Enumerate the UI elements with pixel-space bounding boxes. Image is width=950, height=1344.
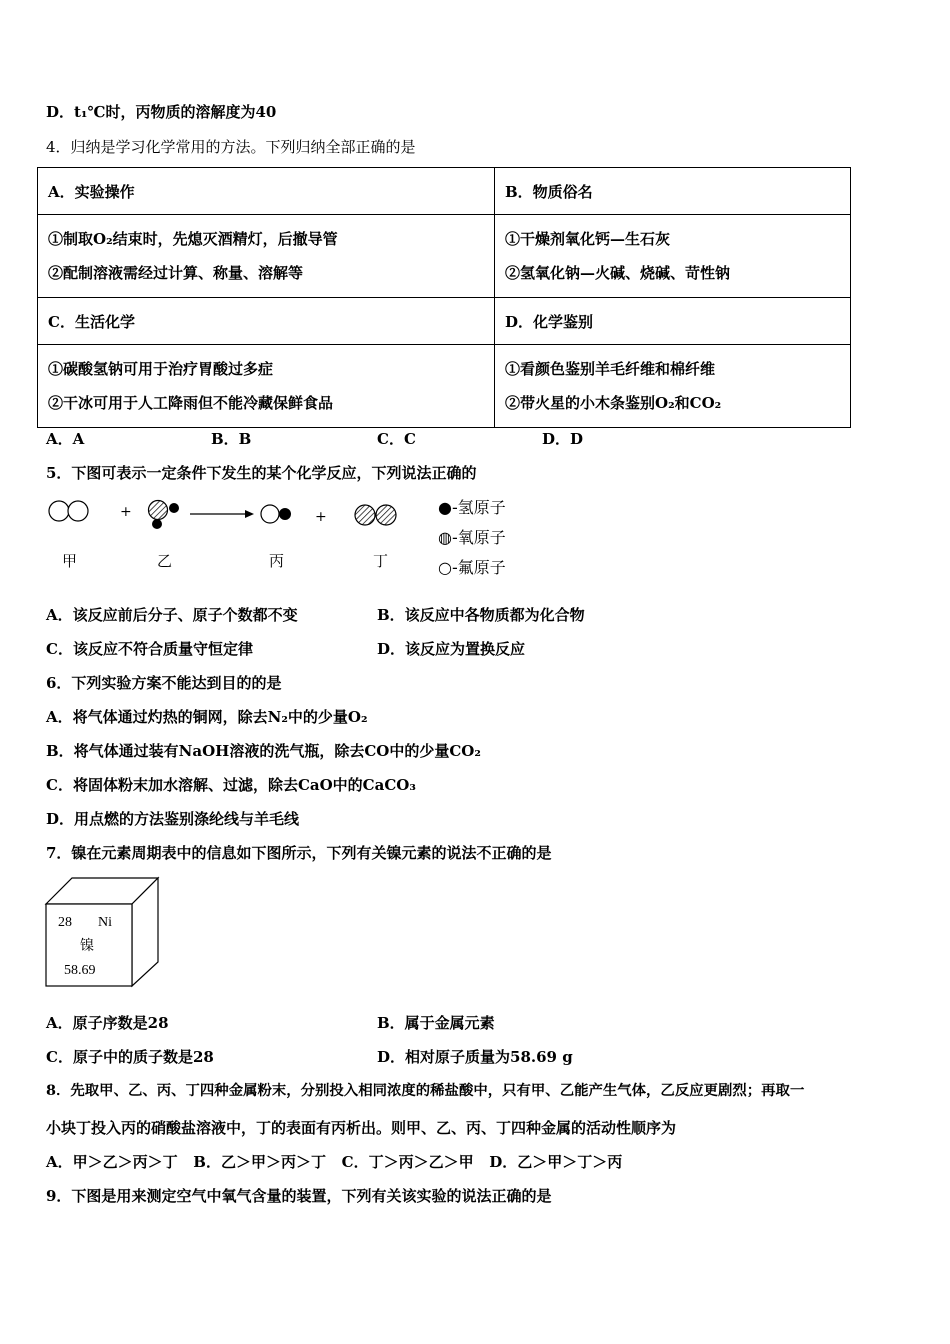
q7-option-a: A．原子序数是28 [46,1014,169,1032]
q6-option-a: A．将气体通过灼热的铜网，除去N₂中的少量O₂ [46,708,368,726]
q7-stem: 7．镍在元素周期表中的信息如下图所示，下列有关镍元素的说法不正确的是 [46,844,552,862]
q4-b2: ②氢氧化钠—火碱、烧碱、苛性钠 [505,264,731,282]
q4-cell-d-body [495,345,851,428]
element-number: 28 [58,915,72,930]
q4-c1: ①碳酸氢钠可用于治疗胃酸过多症 [48,360,274,378]
q4-cell-b-body [495,215,851,298]
q4-option-c: C．C [377,430,416,448]
legend-hydrogen: ●-氢原子 [438,498,506,517]
q4-cell-b-head: B．物质俗名 [495,168,851,215]
nickel-element-card [44,876,160,988]
q7-option-b: B．属于金属元素 [377,1014,495,1032]
q4-d1: ①看颜色鉴别羊毛纤维和棉纤维 [505,360,716,378]
q4-cell-a-head: A．实验操作 [38,168,495,215]
q4-a1: ①制取O₂结束时，先熄灭酒精灯，后撤导管 [48,230,338,248]
q7-option-d: D．相对原子质量为58.69 g [377,1048,573,1066]
q4-cell-c-head: C．生活化学 [38,298,495,345]
molecule-bing [261,505,291,523]
q6-option-c: C．将固体粉末加水溶解、过滤，除去CaO中的CaCO₃ [46,776,416,794]
element-name: 镍 [80,938,94,954]
q6-option-d: D．用点燃的方法鉴别涤纶线与羊毛线 [46,810,300,828]
q3-option-d: D．t₁℃时，丙物质的溶解度为40 [46,103,277,121]
q7-option-c: C．原子中的质子数是28 [46,1048,214,1066]
label-jia: 甲 [62,552,78,570]
q9-stem: 9．下图是用来测定空气中氧气含量的装置，下列有关该实验的说法正确的是 [46,1187,552,1205]
element-symbol: Ni [98,915,112,930]
plus-sign-1: + [120,504,132,520]
q4-c2: ②干冰可用于人工降雨但不能冷藏保鲜食品 [48,394,334,412]
legend-oxygen: ◍-氧原子 [438,528,506,547]
q8-stem-line1: 8．先取甲、乙、丙、丁四种金属粉末，分别投入相同浓度的稀盐酸中，只有甲、乙能产生气体，乙反应更剧烈；再取一 [46,1082,805,1099]
q4-table [37,167,851,428]
q4-b1: ①干燥剂氧化钙—生石灰 [505,230,671,248]
q5-option-a: A．该反应前后分子、原子个数都不变 [46,606,298,624]
q4-option-d: D．D [542,430,584,448]
legend-fluorine: ○-氟原子 [438,558,506,577]
q6-stem: 6．下列实验方案不能达到目的的是 [46,674,282,692]
q8-options: A．甲＞乙＞丙＞丁 B．乙＞甲＞丙＞丁 C．丁＞丙＞乙＞甲 D．乙＞甲＞丁＞丙 [46,1153,623,1171]
plus-sign-2: + [315,509,327,525]
molecule-yi [149,501,180,530]
q5-option-b: B．该反应中各物质都为化合物 [377,606,585,624]
q5-option-d: D．该反应为置换反应 [377,640,526,658]
atom-legend [438,495,506,585]
q4-cell-c-body [38,345,495,428]
molecule-jia [49,501,88,521]
molecule-ding [355,505,396,525]
q5-option-c: C．该反应不符合质量守恒定律 [46,640,253,658]
q4-cell-d-head: D．化学鉴别 [495,298,851,345]
q8-stem-line2: 小块丁投入丙的硝酸盐溶液中，丁的表面有丙析出。则甲、乙、丙、丁四种金属的活动性顺序为 [46,1119,677,1137]
q4-d2: ②带火星的小木条鉴别O₂和CO₂ [505,394,722,412]
element-mass: 58.69 [64,963,96,978]
q4-option-b: B．B [211,430,252,448]
label-ding: 丁 [373,552,389,570]
q6-option-b: B．将气体通过装有NaOH溶液的洗气瓶，除去CO中的少量CO₂ [46,742,481,760]
q4-cell-a-body [38,215,495,298]
q4-option-a: A．A [46,430,85,448]
q4-a2: ②配制溶液需经过计算、称量、溶解等 [48,264,304,282]
q5-stem: 5．下图可表示一定条件下发生的某个化学反应，下列说法正确的 [46,464,477,482]
q4-stem: 4．归纳是学习化学常用的方法。下列归纳全部正确的是 [46,138,416,156]
label-bing: 丙 [269,552,285,570]
label-yi: 乙 [157,552,173,570]
arrow-head [245,510,254,518]
